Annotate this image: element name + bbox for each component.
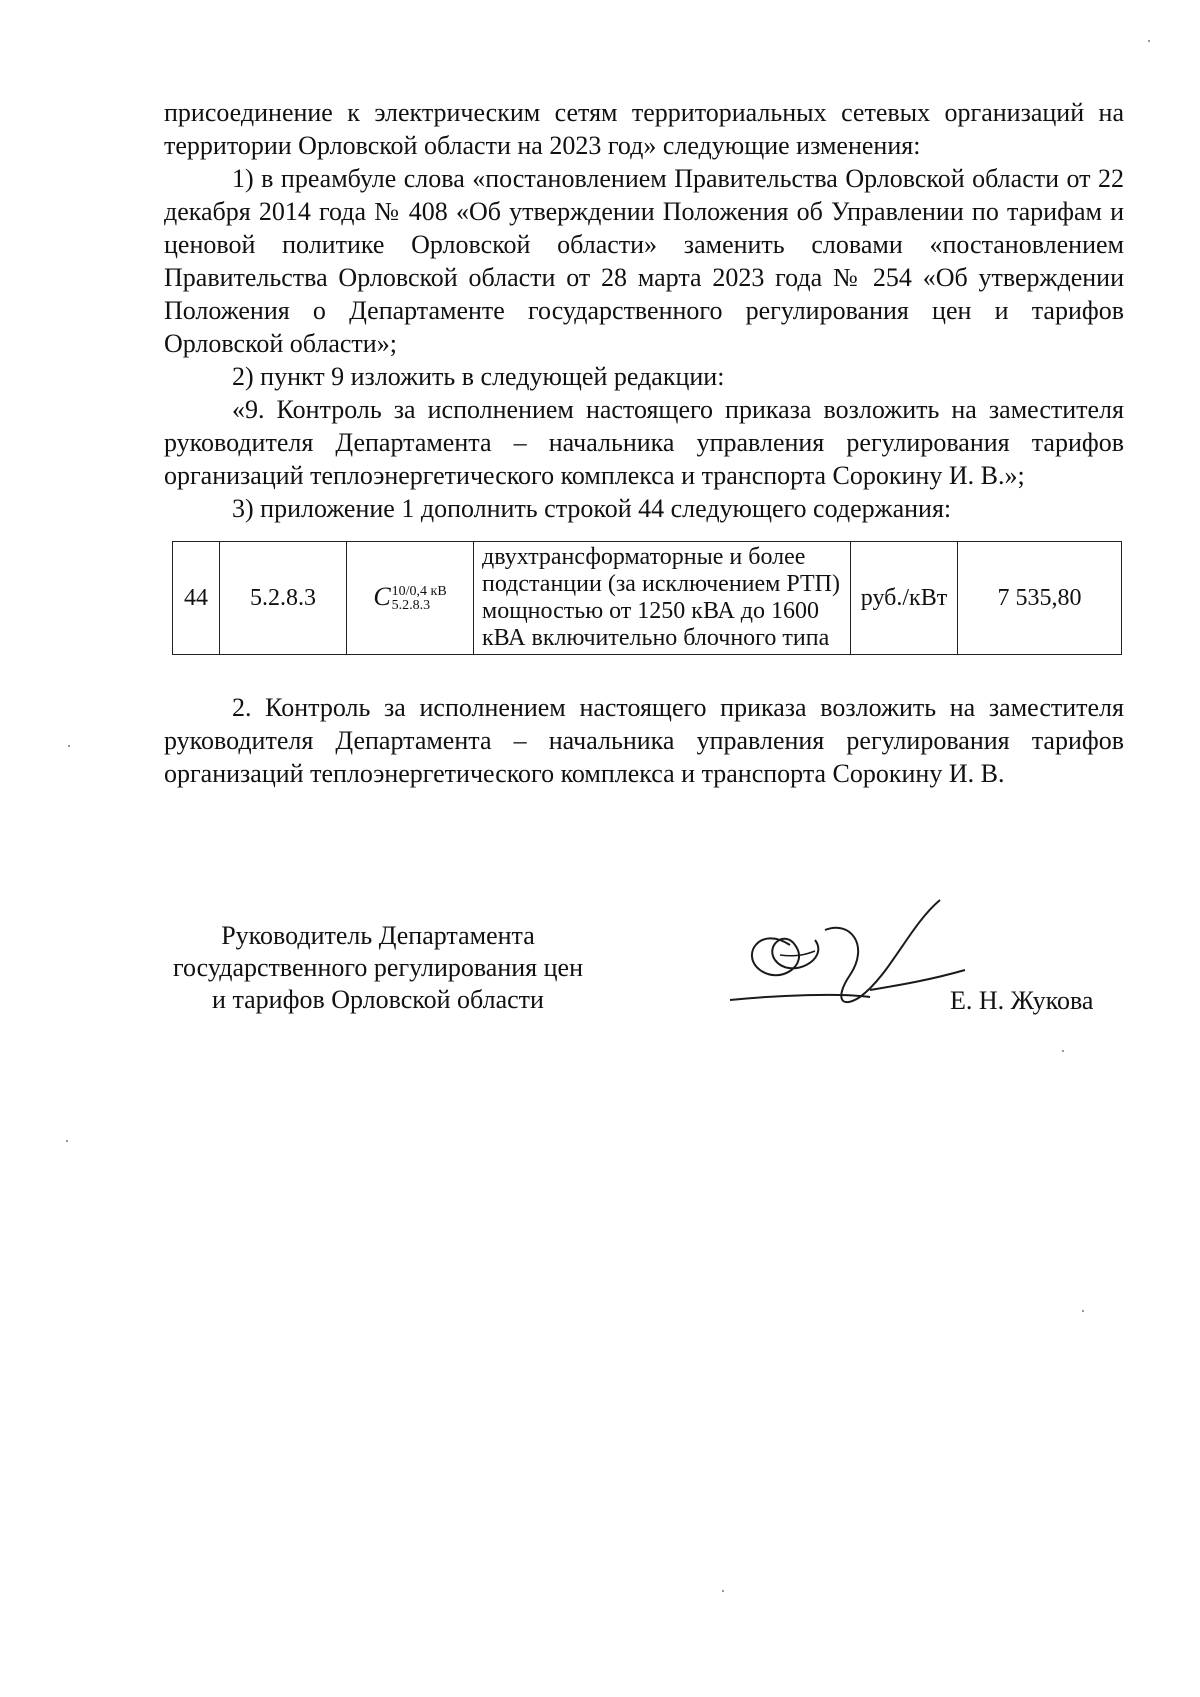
position-line-1: Руководитель Департамента [221, 921, 535, 950]
paragraph-point-2: 2. Контроль за исполнением настоящего приказа возложить на заместителя руководителя Департамента – начальника управления регулирования тарифов организаций теплоэнергетического комплекса и транспорта Сорокину И. В. [164, 693, 1124, 788]
scan-speck [1082, 1310, 1084, 1312]
symbol-subscript: 5.2.8.3 [391, 598, 431, 614]
paragraph-item-1: 1) в преамбуле слова «постановлением Правительства Орловской области от 22 декабря 2014 года № 408 «Об утверждении Положения об Управлении по тарифам и ценовой политике Орловской области» заменить словами «постановлением Правительства Орловской области от 28 марта 2023 года № 254 «Об утверждении Положения о Департаменте государственного регулирования цен и тарифов Орловской области»; [164, 164, 1124, 358]
signature-position [148, 920, 608, 1016]
handwritten-signature [720, 885, 980, 1025]
cell-unit: руб./кВт [851, 542, 958, 655]
paragraph-item-9-quote: «9. Контроль за исполнением настоящего приказа возложить на заместителя руководителя Департамента – начальника управления регулирования тарифов организаций теплоэнергетического комплекса и транспорта Сорокину И. В.»; [164, 395, 1124, 490]
position-line-3: и тарифов Орловской области [212, 985, 544, 1014]
cell-value: 7 535,80 [958, 542, 1122, 655]
signer-name: Е. Н. Жукова [950, 986, 1094, 1015]
symbol-superscript: 10/0,4 кВ [391, 584, 447, 600]
scan-speck [68, 745, 70, 747]
document-body [164, 96, 1124, 790]
paragraph-intro: присоединение к электрическим сетям территориальных сетевых организаций на территории Орловской области на 2023 год» следующие изменения: [164, 98, 1124, 160]
paragraph-item-3: 3) приложение 1 дополнить строкой 44 следующего содержания: [232, 494, 952, 523]
cell-code: 5.2.8.3 [220, 542, 347, 655]
cell-symbol [347, 542, 474, 655]
table-row [173, 542, 1122, 655]
scan-speck [722, 1590, 724, 1592]
symbol-indices [392, 585, 447, 613]
paragraph-item-2: 2) пункт 9 изложить в следующей редакции: [232, 362, 725, 391]
cell-description: двухтрансформаторные и более подстанции (за исключением РТП) мощностью от 1250 кВА до 1600 кВА включительно блочного типа [474, 542, 851, 655]
scan-speck [1148, 40, 1150, 42]
scan-speck [1062, 1050, 1064, 1052]
position-line-2: государственного регулирования цен [173, 953, 583, 982]
cell-row-number: 44 [173, 542, 220, 655]
symbol-main: C [373, 581, 391, 611]
tariff-table [172, 541, 1122, 655]
scan-speck [66, 1140, 68, 1142]
